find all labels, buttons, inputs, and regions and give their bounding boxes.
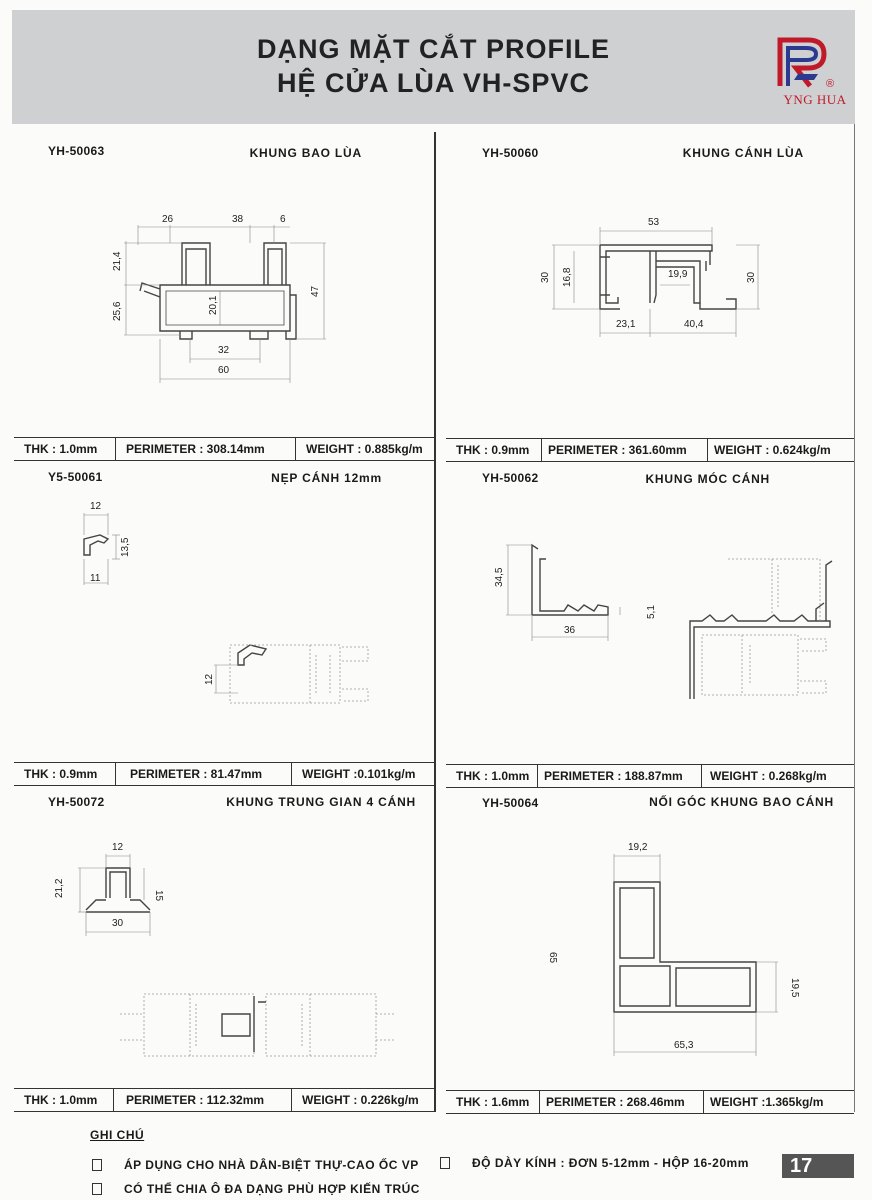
profile-code: YH-50060 bbox=[482, 146, 539, 160]
dim-label: 19,2 bbox=[628, 842, 648, 853]
dim-label: 12 bbox=[204, 673, 215, 685]
profile-name: KHUNG BAO LÙA bbox=[249, 146, 362, 160]
dim-label: 26 bbox=[162, 214, 174, 225]
profile-drawing-yh50062 bbox=[480, 535, 850, 715]
dim-label: 30 bbox=[112, 918, 124, 929]
profile-code: YH-50062 bbox=[482, 471, 539, 485]
thk-value: THK : 0.9mm bbox=[14, 763, 116, 785]
profile-name: KHUNG MÓC CÁNH bbox=[645, 472, 770, 486]
page-number: 17 bbox=[782, 1154, 854, 1178]
weight-value: WEIGHT : 0.885kg/m bbox=[306, 442, 423, 456]
profile-code: YH-50063 bbox=[48, 144, 105, 158]
dim-label: 23,1 bbox=[616, 319, 636, 330]
dim-label: 30 bbox=[540, 271, 551, 283]
weight-value: WEIGHT : 0.226kg/m bbox=[302, 1093, 419, 1107]
page-title bbox=[12, 32, 855, 100]
note-text: CÓ THỂ CHIA Ô ĐA DẠNG PHÙ HỢP KIẾN TRÚC bbox=[124, 1182, 420, 1196]
thk-value: THK : 1.0mm bbox=[14, 1089, 114, 1111]
note-text: ĐỘ DÀY KÍNH : ĐƠN 5-12mm - HỘP 16-20mm bbox=[472, 1156, 749, 1170]
dim-label: 21,4 bbox=[112, 251, 123, 271]
dim-label: 25,6 bbox=[112, 301, 123, 321]
weight-value: WEIGHT :1.365kg/m bbox=[710, 1095, 824, 1109]
perimeter-value: PERIMETER : 112.32mm bbox=[114, 1089, 292, 1111]
thk-value: THK : 1.0mm bbox=[446, 765, 538, 787]
spec-bar bbox=[14, 762, 434, 786]
title-line-2: HỆ CỬA LÙA VH-SPVC bbox=[277, 68, 590, 98]
profile-name: KHUNG TRUNG GIAN 4 CÁNH bbox=[226, 795, 416, 809]
perimeter-value: PERIMETER : 81.47mm bbox=[116, 763, 292, 785]
spec-bar bbox=[14, 437, 434, 461]
title-line-1: DẠNG MẶT CẮT PROFILE bbox=[257, 34, 610, 64]
perimeter-value: PERIMETER : 361.60mm bbox=[542, 439, 708, 461]
note-item bbox=[92, 1158, 419, 1172]
dim-label: 19,5 bbox=[789, 978, 800, 998]
dim-label: 65,3 bbox=[674, 1040, 694, 1051]
logo-text: YNG HUA bbox=[783, 92, 847, 107]
dim-label: 20,1 bbox=[208, 295, 219, 315]
dim-label: 65 bbox=[547, 952, 558, 964]
dim-label: 12 bbox=[90, 501, 102, 512]
checkbox-icon bbox=[92, 1159, 102, 1171]
dim-label: 21,2 bbox=[54, 878, 65, 898]
spec-bar bbox=[446, 438, 854, 462]
checkbox-icon bbox=[440, 1157, 450, 1169]
dim-label: 15 bbox=[153, 890, 164, 902]
spec-bar bbox=[446, 764, 854, 788]
thk-value: THK : 0.9mm bbox=[446, 439, 542, 461]
profile-drawing-yh50072 bbox=[40, 820, 400, 1070]
dim-label: 12 bbox=[112, 842, 124, 853]
profile-drawing-yh50064 bbox=[530, 830, 810, 1070]
note-item bbox=[440, 1156, 749, 1170]
profile-drawing-yh50063 bbox=[100, 205, 340, 385]
dim-label: 47 bbox=[310, 285, 321, 297]
note-text: ÁP DỤNG CHO NHÀ DÂN-BIỆT THỰ-CAO ỐC VP bbox=[124, 1158, 419, 1172]
note-item bbox=[92, 1182, 420, 1196]
dim-label: 53 bbox=[648, 217, 660, 228]
dim-label: 5,1 bbox=[646, 605, 657, 619]
profile-drawing-y550061 bbox=[60, 495, 380, 715]
center-divider bbox=[434, 132, 436, 1112]
registered-mark: ® bbox=[826, 78, 835, 90]
checkbox-icon bbox=[92, 1183, 102, 1195]
dim-label: 32 bbox=[218, 345, 230, 356]
dim-label: 34,5 bbox=[494, 567, 505, 587]
notes-title: GHI CHÚ bbox=[90, 1128, 145, 1142]
profile-name: NẸP CÁNH 12mm bbox=[271, 471, 382, 485]
spec-bar bbox=[14, 1088, 434, 1112]
thk-value: THK : 1.0mm bbox=[14, 438, 116, 460]
yng-hua-logo bbox=[770, 34, 860, 114]
dim-label: 30 bbox=[746, 271, 757, 283]
dim-label: 13,5 bbox=[120, 537, 131, 557]
dim-label: 6 bbox=[280, 214, 286, 225]
profile-code: YH-50064 bbox=[482, 796, 539, 810]
weight-value: WEIGHT : 0.268kg/m bbox=[710, 769, 827, 783]
page-header bbox=[12, 10, 855, 124]
dim-label: 19,9 bbox=[668, 269, 688, 280]
profile-code: Y5-50061 bbox=[48, 470, 103, 484]
dim-label: 60 bbox=[218, 365, 230, 376]
perimeter-value: PERIMETER : 268.46mm bbox=[540, 1091, 704, 1113]
perimeter-value: PERIMETER : 188.87mm bbox=[538, 765, 702, 787]
dim-label: 16,8 bbox=[562, 267, 573, 287]
profile-code: YH-50072 bbox=[48, 795, 105, 809]
thk-value: THK : 1.6mm bbox=[446, 1091, 540, 1113]
perimeter-value: PERIMETER : 308.14mm bbox=[116, 438, 296, 460]
profile-name: KHUNG CÁNH LÙA bbox=[682, 146, 804, 160]
dim-label: 40,4 bbox=[684, 319, 704, 330]
right-divider bbox=[854, 124, 855, 1112]
weight-value: WEIGHT : 0.624kg/m bbox=[714, 443, 831, 457]
weight-value: WEIGHT :0.101kg/m bbox=[302, 767, 416, 781]
profile-name: NỐI GÓC KHUNG BAO CÁNH bbox=[649, 795, 834, 809]
dim-label: 11 bbox=[90, 573, 101, 584]
dim-label: 36 bbox=[564, 625, 576, 636]
spec-bar bbox=[446, 1090, 854, 1114]
profile-drawing-yh50060 bbox=[530, 205, 770, 345]
dim-label: 38 bbox=[232, 214, 244, 225]
